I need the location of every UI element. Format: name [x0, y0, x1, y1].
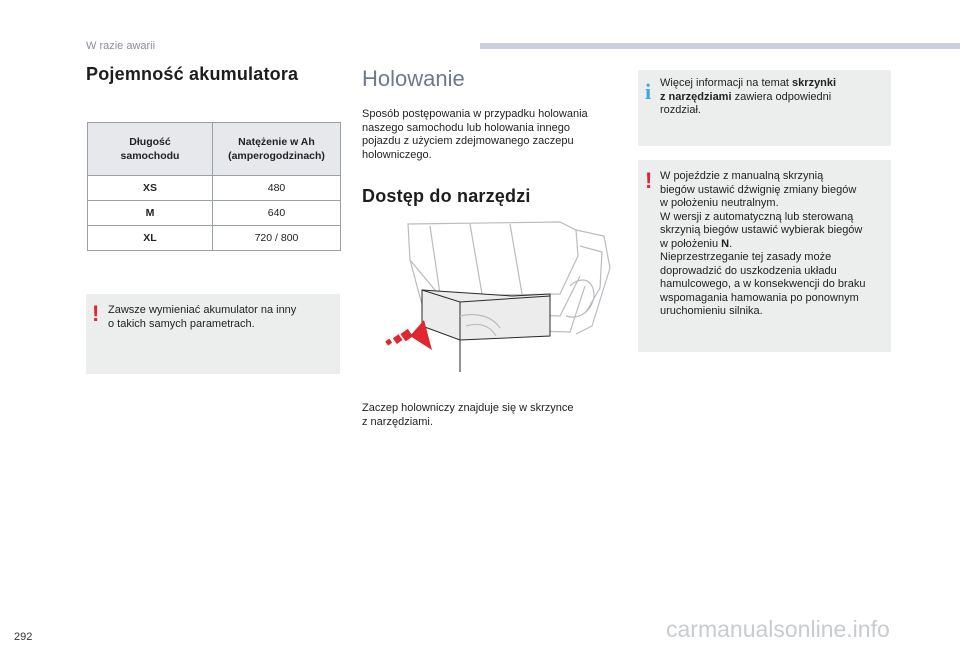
warning-line: Zawsze wymieniać akumulator na inny	[108, 304, 297, 316]
warning-text: .	[729, 237, 733, 250]
table-header-row	[88, 123, 341, 176]
warning-line: Nieprzestrzeganie tej zasady może	[660, 251, 832, 263]
row-value: 720 / 800	[213, 226, 341, 251]
row-value: 640	[213, 201, 341, 226]
warning-text: w położeniu	[660, 237, 722, 250]
table-row	[88, 176, 341, 201]
info-line	[660, 91, 836, 105]
warning-line: W pojeździe z manualną skrzynią	[660, 170, 824, 182]
row-value: 480	[213, 176, 341, 201]
info-text: Więcej informacji na temat	[660, 77, 793, 89]
towing-intro	[362, 108, 588, 162]
col-header-length: Długość samochodu	[88, 123, 213, 176]
row-size: XS	[88, 176, 213, 201]
warning-line	[660, 238, 865, 252]
gear-warning-box	[638, 160, 891, 352]
info-bold: z narzędziami	[660, 90, 732, 103]
info-line: rozdział.	[660, 104, 701, 116]
battery-title: Pojemność akumulatora	[86, 64, 299, 84]
warning-line: biegów ustawić dźwignię zmiany biegów	[660, 183, 857, 196]
info-text: zawiera odpowiedni	[731, 90, 832, 103]
warning-line: skrzynią biegów ustawić wybierak biegów	[660, 224, 863, 236]
caption-line: Zaczep holowniczy znajduje się w skrzynce	[362, 402, 574, 414]
intro-line: Sposób postępowania w przypadku holowania	[362, 108, 588, 120]
info-box	[638, 70, 891, 146]
info-bold: skrzynki	[792, 77, 837, 89]
col-header-capacity: Natężenie w Ah (amperogodzinach)	[213, 123, 341, 176]
watermark: carmanualsonline.info	[666, 616, 890, 642]
gear-n-label: N	[721, 237, 730, 250]
table-row	[88, 226, 341, 251]
toolbox-caption	[362, 402, 574, 429]
info-line	[660, 77, 836, 91]
battery-table	[87, 122, 341, 251]
warning-line: wspomagania hamowania po ponownym	[660, 291, 859, 304]
battery-warning-box	[86, 294, 340, 374]
info-icon: i	[645, 79, 652, 104]
warning-line: hamulcowego, a w konsekwencji do braku	[660, 278, 866, 290]
intro-line: naszego samochodu lub holowania innego	[362, 121, 570, 134]
warning-line: uruchomieniu silnika.	[660, 305, 763, 317]
row-size: M	[88, 201, 213, 226]
towing-title: Holowanie	[362, 66, 465, 91]
intro-line: holowniczego.	[362, 148, 432, 161]
section-label: W razie awarii	[86, 40, 156, 52]
header-bar	[480, 43, 960, 49]
table-row	[88, 201, 341, 226]
warning-line: w położeniu neutralnym.	[660, 197, 779, 209]
toolbox-drawing	[380, 216, 614, 372]
toolbox-illustration	[380, 216, 614, 372]
battery-table-wrap	[87, 122, 341, 251]
tools-access-title: Dostęp do narzędzi	[362, 186, 531, 206]
warning-line: doprowadzić do uszkodzenia układu	[660, 264, 837, 277]
caption-line: z narzędziami.	[362, 415, 433, 428]
warning-line: W wersji z automatyczną lub sterowaną	[660, 210, 854, 223]
warning-line: o takich samych parametrach.	[108, 317, 255, 330]
row-size: XL	[88, 226, 213, 251]
intro-line: pojazdu z użyciem zdejmowanego zaczepu	[362, 135, 574, 147]
exclamation-icon: !	[92, 301, 100, 326]
exclamation-icon: !	[645, 168, 653, 193]
page-number: 292	[14, 631, 33, 643]
